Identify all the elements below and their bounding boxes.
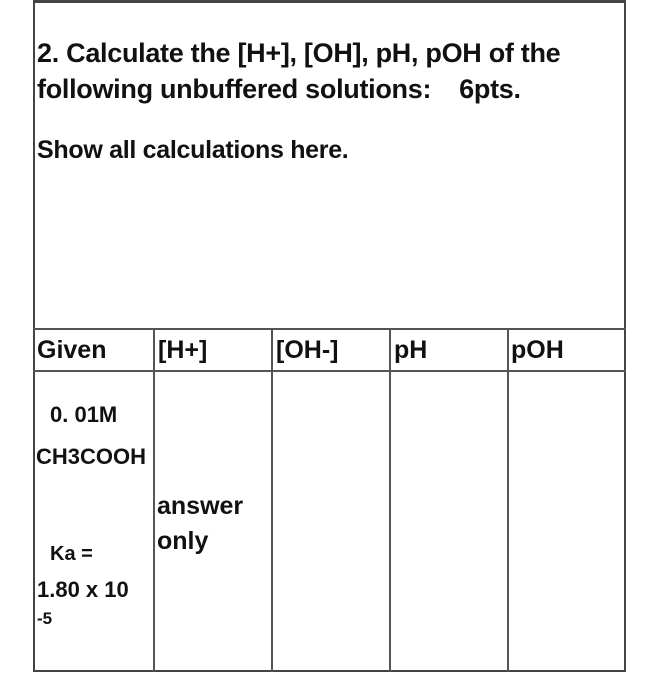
column-divider-1 — [153, 330, 155, 672]
instruction-text: Show all calculations here. — [37, 136, 349, 164]
h-cell-note-line-1: answer — [157, 492, 244, 520]
header-oh-minus: [OH-] — [276, 336, 339, 364]
column-divider-3 — [389, 330, 391, 672]
header-h-plus: [H+] — [158, 336, 208, 364]
column-divider-4 — [507, 330, 509, 672]
given-concentration: 0. 01M — [50, 402, 118, 427]
points-label: 6pts. — [459, 74, 521, 104]
h-cell-note — [157, 489, 243, 559]
header-poh: pOH — [511, 336, 564, 364]
given-compound: CH3COOH — [36, 444, 147, 469]
given-ka-value: 1.80 x 10 — [37, 577, 129, 602]
header-bottom-border — [33, 370, 626, 372]
header-given: Given — [37, 336, 107, 364]
question-line-2 — [37, 71, 617, 107]
header-ph: pH — [394, 336, 428, 364]
h-cell-note-line-2: only — [157, 527, 209, 555]
table-top-border — [33, 328, 626, 330]
given-ka-label: Ka = — [50, 543, 93, 565]
question-line-1: 2. Calculate the [H+], [OH], pH, pOH of the — [37, 38, 561, 68]
column-divider-2 — [271, 330, 273, 672]
given-ka-exponent: -5 — [37, 609, 53, 628]
question-line-2-text: following unbuffered solutions: — [37, 74, 432, 104]
question-text — [37, 35, 617, 107]
